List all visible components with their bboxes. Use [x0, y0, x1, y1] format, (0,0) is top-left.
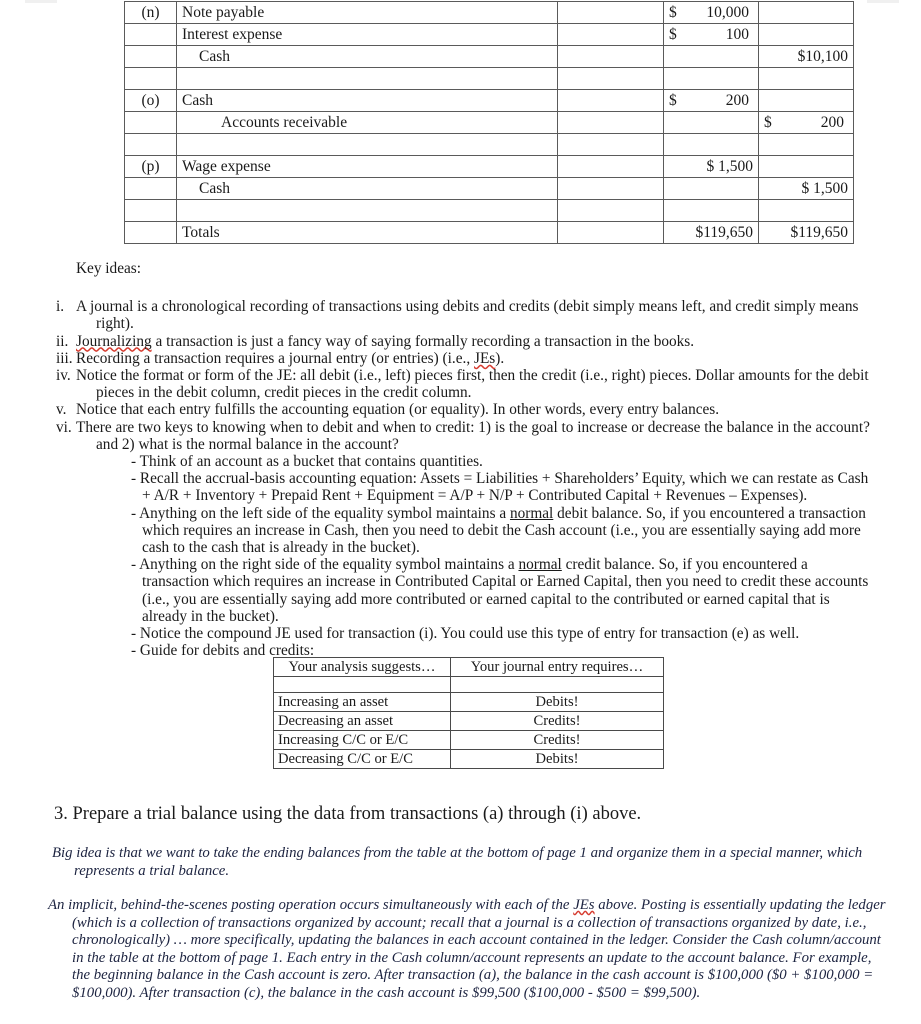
- journal-credit-cell: $119,650: [759, 222, 854, 244]
- misspelled-word: JEs: [474, 349, 496, 367]
- journal-blank-cell: [558, 112, 664, 134]
- guide-table-row: [274, 750, 664, 769]
- journal-credit-cell: $ 1,500: [759, 178, 854, 200]
- journal-debit-cell: [664, 134, 759, 156]
- key-idea-subitem: - Anything on the right side of the equality symbol maintains a normal credit balance. So, if you encountered a transaction which requires an increase in Contributed Capital or Earned Capital, then you need to credit these accounts (i.e., you are essentially saying add more contributed or earned capital to the contributed or earned capital that is already in the bucket).: [131, 556, 869, 625]
- journal-account-cell: [177, 200, 558, 222]
- table-row: [125, 178, 854, 200]
- scan-artifact-left: [25, 0, 57, 3]
- key-idea-item: iv.Notice the format or form of the JE: all debit (i.e., left) pieces first, then the credit (i.e., right) pieces. Dollar amounts for the debit pieces in the debit column, credit pieces in the credit column.: [56, 367, 869, 402]
- journal-account-cell: Accounts receivable: [177, 112, 558, 134]
- guide-header-row: [274, 658, 664, 677]
- journal-debit-cell: [664, 68, 759, 90]
- guide-spacer-cell: [274, 677, 451, 693]
- journal-blank-cell: [558, 200, 664, 222]
- key-idea-item: v.Notice that each entry fulfills the accounting equation (or equality). In other words, every entry balances.: [56, 401, 720, 419]
- guide-entry-cell: Credits!: [451, 712, 664, 731]
- journal-ref-cell: (n): [125, 2, 177, 24]
- section-3-heading: 3. Prepare a trial balance using the data from transactions (a) through (i) above.: [54, 804, 642, 824]
- journal-entry-table: [124, 1, 848, 244]
- guide-entry-cell: Debits!: [451, 693, 664, 712]
- journal-table: [124, 1, 854, 244]
- journal-blank-cell: [558, 46, 664, 68]
- journal-debit-cell: [664, 46, 759, 68]
- journal-account-cell: [177, 134, 558, 156]
- key-ideas-list: [56, 298, 876, 453]
- scan-artifact-right: [867, 0, 899, 3]
- table-row: [125, 200, 854, 222]
- journal-blank-cell: [558, 90, 664, 112]
- big-idea-paragraph: Big idea is that we want to take the ending balances from the table at the bottom of page 1 and organize them in a special manner, which represents a trial balance.: [52, 845, 863, 879]
- journal-ref-cell: [125, 24, 177, 46]
- journal-blank-cell: [558, 222, 664, 244]
- journal-debit-cell: $ 100: [664, 24, 759, 46]
- journal-debit-cell: [664, 178, 759, 200]
- misspelled-word: JEs: [573, 897, 595, 913]
- guide-table-row: [274, 731, 664, 750]
- key-idea-sub-marker: -: [131, 625, 140, 643]
- table-row: [125, 68, 854, 90]
- journal-account-cell: Note payable: [177, 2, 558, 24]
- guide-column-header: Your analysis suggests…: [274, 658, 451, 677]
- journal-debit-cell: $ 200: [664, 90, 759, 112]
- journal-credit-cell: [759, 156, 854, 178]
- key-idea-subitem: - Recall the accrual-basis accounting equation: Assets = Liabilities + Shareholders’ Equity, which we can restate as Cash + A/R + Inventory + Prepaid Rent + Equipment = A/P + N/P + Contributed Capital + Revenues – Expenses).: [131, 470, 869, 505]
- journal-ref-cell: [125, 46, 177, 68]
- journal-blank-cell: [558, 68, 664, 90]
- journal-debit-cell: $ 1,500: [664, 156, 759, 178]
- journal-account-cell: Cash: [177, 178, 558, 200]
- journal-ref-cell: [125, 68, 177, 90]
- guide-analysis-cell: Decreasing an asset: [274, 712, 451, 731]
- journal-blank-cell: [558, 134, 664, 156]
- journal-debit-cell: [664, 112, 759, 134]
- key-idea-item: i.A journal is a chronological recording of transactions using debits and credits (debit simply means left, and credit simply means right).: [56, 298, 859, 333]
- guide-entry-cell: Debits!: [451, 750, 664, 769]
- table-row: [125, 90, 854, 112]
- journal-credit-cell: [759, 200, 854, 222]
- guide-analysis-cell: Decreasing C/C or E/C: [274, 750, 451, 769]
- journal-credit-cell: [759, 90, 854, 112]
- guide-spacer-row: [274, 677, 664, 693]
- journal-ref-cell: (o): [125, 90, 177, 112]
- journal-credit-cell: [759, 68, 854, 90]
- guide-analysis-cell: Increasing an asset: [274, 693, 451, 712]
- key-idea-item: vi.There are two keys to knowing when to debit and when to credit: 1) is the goal to increase or decrease the balance in the account? and 2) what is the normal balance in the account?: [56, 418, 870, 453]
- table-row: [125, 24, 854, 46]
- table-row: [125, 134, 854, 156]
- journal-ref-cell: [125, 222, 177, 244]
- key-idea-sub-marker: -: [131, 556, 140, 574]
- journal-account-cell: Cash: [177, 46, 558, 68]
- journal-account-cell: [177, 68, 558, 90]
- journal-blank-cell: [558, 24, 664, 46]
- emphasized-word: normal: [509, 504, 554, 522]
- guide-analysis-cell: Increasing C/C or E/C: [274, 731, 451, 750]
- journal-credit-cell: [759, 134, 854, 156]
- table-row: [125, 112, 854, 134]
- key-idea-item: ii.Journalizing a transaction is just a fancy way of saying formally recording a transaction in the books.: [56, 332, 695, 350]
- journal-account-cell: Totals: [177, 222, 558, 244]
- journal-credit-cell: [759, 2, 854, 24]
- key-idea-sub-marker: -: [131, 504, 140, 522]
- guide-column-header: Your journal entry requires…: [451, 658, 664, 677]
- key-ideas-sublist: [76, 453, 876, 659]
- table-row: [125, 2, 854, 24]
- journal-table-body: [125, 2, 854, 244]
- journal-account-cell: Cash: [177, 90, 558, 112]
- key-idea-item: iii.Recording a transaction requires a journal entry (or entries) (i.e., JEs).: [56, 349, 505, 367]
- journal-credit-cell: [759, 24, 854, 46]
- guide-spacer-cell: [451, 677, 664, 693]
- journal-ref-cell: [125, 200, 177, 222]
- journal-ref-cell: [125, 178, 177, 200]
- key-ideas-section: [56, 260, 876, 660]
- key-idea-subitem: - Anything on the left side of the equality symbol maintains a normal debit balance. So, if you encountered a transaction which requires an increase in Cash, then you need to debit the Cash account (i.e., you are essentially saying add more cash to the cash that is already in the bucket).: [131, 504, 866, 557]
- journal-ref-cell: [125, 112, 177, 134]
- debits-credits-guide-table: [273, 657, 664, 769]
- key-idea-subitem: - Guide for debits and credits:: [131, 642, 315, 660]
- key-idea-sub-marker: -: [131, 453, 140, 471]
- journal-account-cell: Wage expense: [177, 156, 558, 178]
- guide-entry-cell: Credits!: [451, 731, 664, 750]
- journal-ref-cell: (p): [125, 156, 177, 178]
- journal-debit-cell: $ 10,000: [664, 2, 759, 24]
- key-idea-sub-marker: -: [131, 470, 140, 488]
- journal-blank-cell: [558, 178, 664, 200]
- journal-ref-cell: [125, 134, 177, 156]
- key-idea-subitem: - Notice the compound JE used for transaction (i). You could use this type of entry for transaction (e) as well.: [131, 625, 800, 643]
- journal-credit-cell: $ 200: [759, 112, 854, 134]
- guide-table-row: [274, 712, 664, 731]
- table-row: [125, 46, 854, 68]
- journal-credit-cell: $10,100: [759, 46, 854, 68]
- guide-table-row: [274, 693, 664, 712]
- table-row: [125, 156, 854, 178]
- table-row: [125, 222, 854, 244]
- key-idea-subitem: - Think of an account as a bucket that contains quantities.: [131, 453, 483, 471]
- misspelled-word: Journalizing: [76, 332, 152, 350]
- journal-blank-cell: [558, 2, 664, 24]
- journal-debit-cell: [664, 200, 759, 222]
- guide-table: [273, 657, 664, 769]
- journal-blank-cell: [558, 156, 664, 178]
- guide-table-body: [274, 658, 664, 769]
- journal-debit-cell: $119,650: [664, 222, 759, 244]
- emphasized-word: normal: [518, 556, 562, 574]
- key-ideas-title: Key ideas:: [76, 260, 141, 277]
- journal-account-cell: Interest expense: [177, 24, 558, 46]
- key-idea-sub-marker: -: [131, 642, 140, 660]
- implicit-posting-paragraph: An implicit, behind-the-scenes posting operation occurs simultaneously with each of the JEs above. Posting is essentially updating the ledger (which is a collection of transactions organized by account; recall that a journal is a collection of transactions organized by date, i.e., chronologically) … more specifically, updating the balances in each account contained in the ledger. Consider the Cash column/account in the table at the bottom of page 1. Each entry in the Cash column/account represents an update to the account balance. For example, the beginning balance in the Cash account is zero. After transaction (a), the balance in the cash account is $100,000 ($0 + $100,000 = $100,000). After transaction (c), the balance in the cash account is $99,500 ($100,000 - $500 = $99,500).: [48, 897, 886, 1001]
